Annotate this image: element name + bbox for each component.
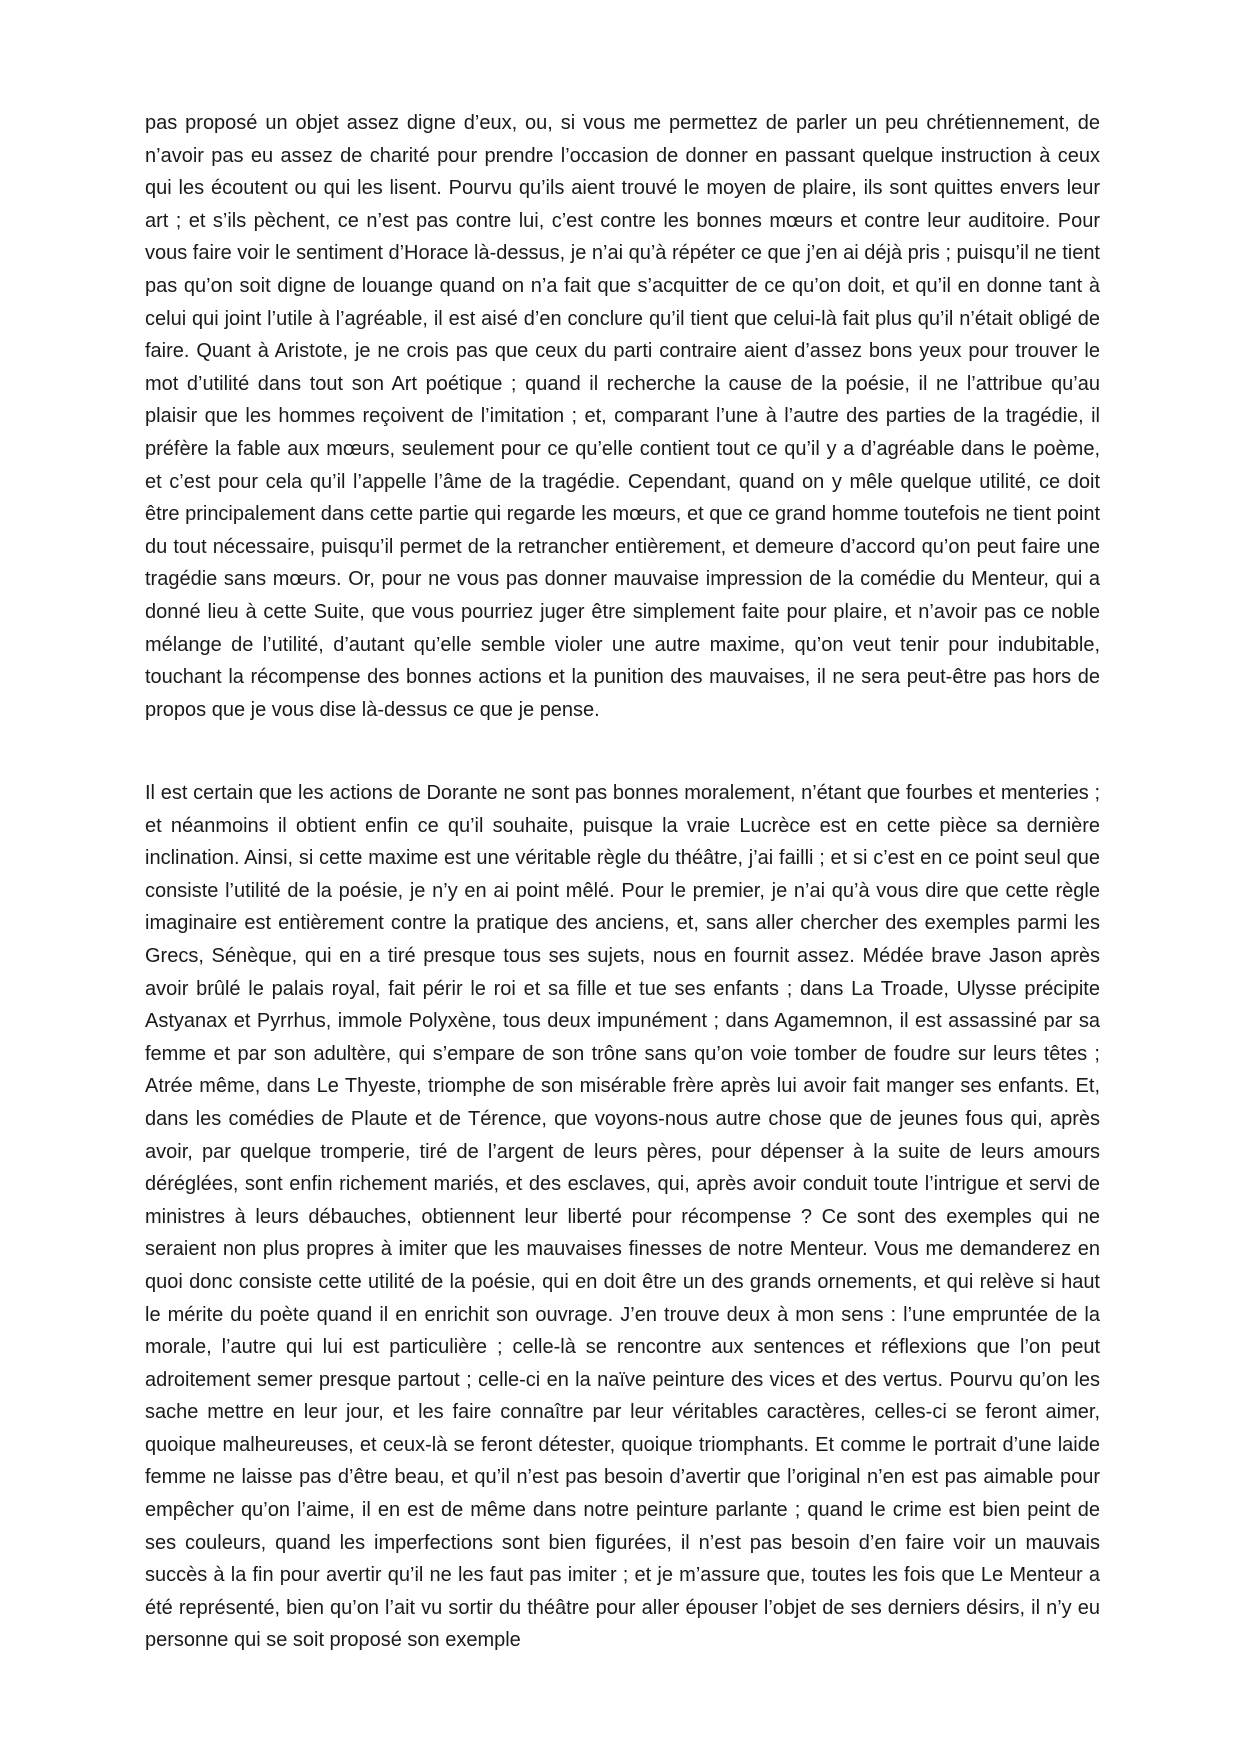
body-paragraph-1: pas proposé un objet assez digne d’eux, ou, si vous me permettez de parler un peu chrétiennement, de n’avoir pas eu assez de charité pour prendre l’occasion de donner en passant quelque instruction à ceux qui les écoutent ou qui les lisent. Pourvu qu’ils aient trouvé le moyen de plaire, ils sont quittes envers leur art ; et s’ils pèchent, ce n’est pas contre lui, c’est contre les bonnes mœurs et contre leur auditoire. Pour vous faire voir le sentiment d’Horace là-dessus, je n’ai qu’à répéter ce que j’en ai déjà pris ; puisqu’il ne tient pas qu’on soit digne de louange quand on n’a fait que s’acquitter de ce qu’on doit, et qu’il en donne tant à celui qui joint l’utile à l’agréable, il est aisé d’en conclure qu’il tient que celui-là fait plus qu’il n’était obligé de faire. Quant à Aristote, je ne crois pas que ceux du parti contraire aient d’assez bons yeux pour trouver le mot d’utilité dans tout son Art poétique ; quand il recherche la cause de la poésie, il ne l’attribue qu’au plaisir que les hommes reçoivent de l’imitation ; et, comparant l’une à l’autre des parties de la tragédie, il préfère la fable aux mœurs, seulement pour ce qu’elle contient tout ce qu’il y a d’agréable dans le poème, et c’est pour cela qu’il l’appelle l’âme de la tragédie. Cependant, quand on y mêle quelque utilité, ce doit être principalement dans cette partie qui regarde les mœurs, et que ce grand homme toutefois ne tient point du tout nécessaire, puisqu’il permet de la retrancher entièrement, et demeure d’accord qu’on peut faire une tragédie sans mœurs. Or, pour ne vous pas donner mauvaise impression de la comédie du Menteur, qui a donné lieu à cette Suite, que vous pourriez juger être simplement faite pour plaire, et n’avoir pas ce noble mélange de l’utilité, d’autant qu’elle semble violer une autre maxime, qu’on veut tenir pour indubitable, touchant la récompense des bonnes actions et la punition des mauvaises, il ne sera peut-être pas hors de propos que je vous dise là-dessus ce que je pense.	[145, 112, 1100, 721]
body-paragraph-2: Il est certain que les actions de Dorante ne sont pas bonnes moralement, n’étant que fourbes et menteries ; et néanmoins il obtient enfin ce qu’il souhaite, puisque la vraie Lucrèce est en cette pièce sa dernière inclination. Ainsi, si cette maxime est une véritable règle du théâtre, j’ai failli ; et si c’est en ce point seul que consiste l’utilité de la poésie, je n’y en ai point mêlé. Pour le premier, je n’ai qu’à vous dire que cette règle imaginaire est entièrement contre la pratique des anciens, et, sans aller chercher des exemples parmi les Grecs, Sénèque, qui en a tiré presque tous ses sujets, nous en fournit assez. Médée brave Jason après avoir brûlé le palais royal, fait périr le roi et sa fille et tue ses enfants ; dans La Troade, Ulysse précipite Astyanax et Pyrrhus, immole Polyxène, tous deux impunément ; dans Agamemnon, il est assassiné par sa femme et par son adultère, qui s’empare de son trône sans qu’on voie tomber de foudre sur leurs têtes ; Atrée même, dans Le Thyeste, triomphe de son misérable frère après lui avoir fait manger ses enfants. Et, dans les comédies de Plaute et de Térence, que voyons-nous autre chose que de jeunes fous qui, après avoir, par quelque tromperie, tiré de l’argent de leurs pères, pour dépenser à la suite de leurs amours déréglées, sont enfin richement mariés, et des esclaves, qui, après avoir conduit toute l’intrigue et servi de ministres à leurs débauches, obtiennent leur liberté pour récompense ? Ce sont des exemples qui ne seraient non plus propres à imiter que les mauvaises finesses de notre Menteur. Vous me demanderez en quoi donc consiste cette utilité de la poésie, qui en doit être un des grands ornements, et qui relève si haut le mérite du poète quand il en enrichit son ouvrage. J’en trouve deux à mon sens : l’une empruntée de la morale, l’autre qui lui est particulière ; celle-là se rencontre aux sentences et réflexions que l’on peut adroitement semer presque partout ; celle-ci en la naïve peinture des vices et des vertus. Pourvu qu’on les sache mettre en leur jour, et les faire connaître par leur véritables caractères, celles-ci se feront aimer, quoique malheureuses, et ceux-là se feront détester, quoique triomphants. Et comme le portrait d’une laide femme ne laisse pas d’être beau, et qu’il n’est pas besoin d’avertir que l’original n’en est pas aimable pour empêcher qu’on l’aime, il en est de même dans notre peinture parlante ; quand le crime est bien peint de ses couleurs, quand les imperfections sont bien figurées, il n’est pas besoin d’en faire voir un mauvais succès à la fin pour avertir qu’il ne les faut pas imiter ; et je m’assure que, toutes les fois que Le Menteur a été représenté, bien qu’on l’ait vu sortir du théâtre pour aller épouser l’objet de ses derniers désirs, il n’y eu personne qui se soit proposé son exemple	[145, 782, 1100, 1652]
